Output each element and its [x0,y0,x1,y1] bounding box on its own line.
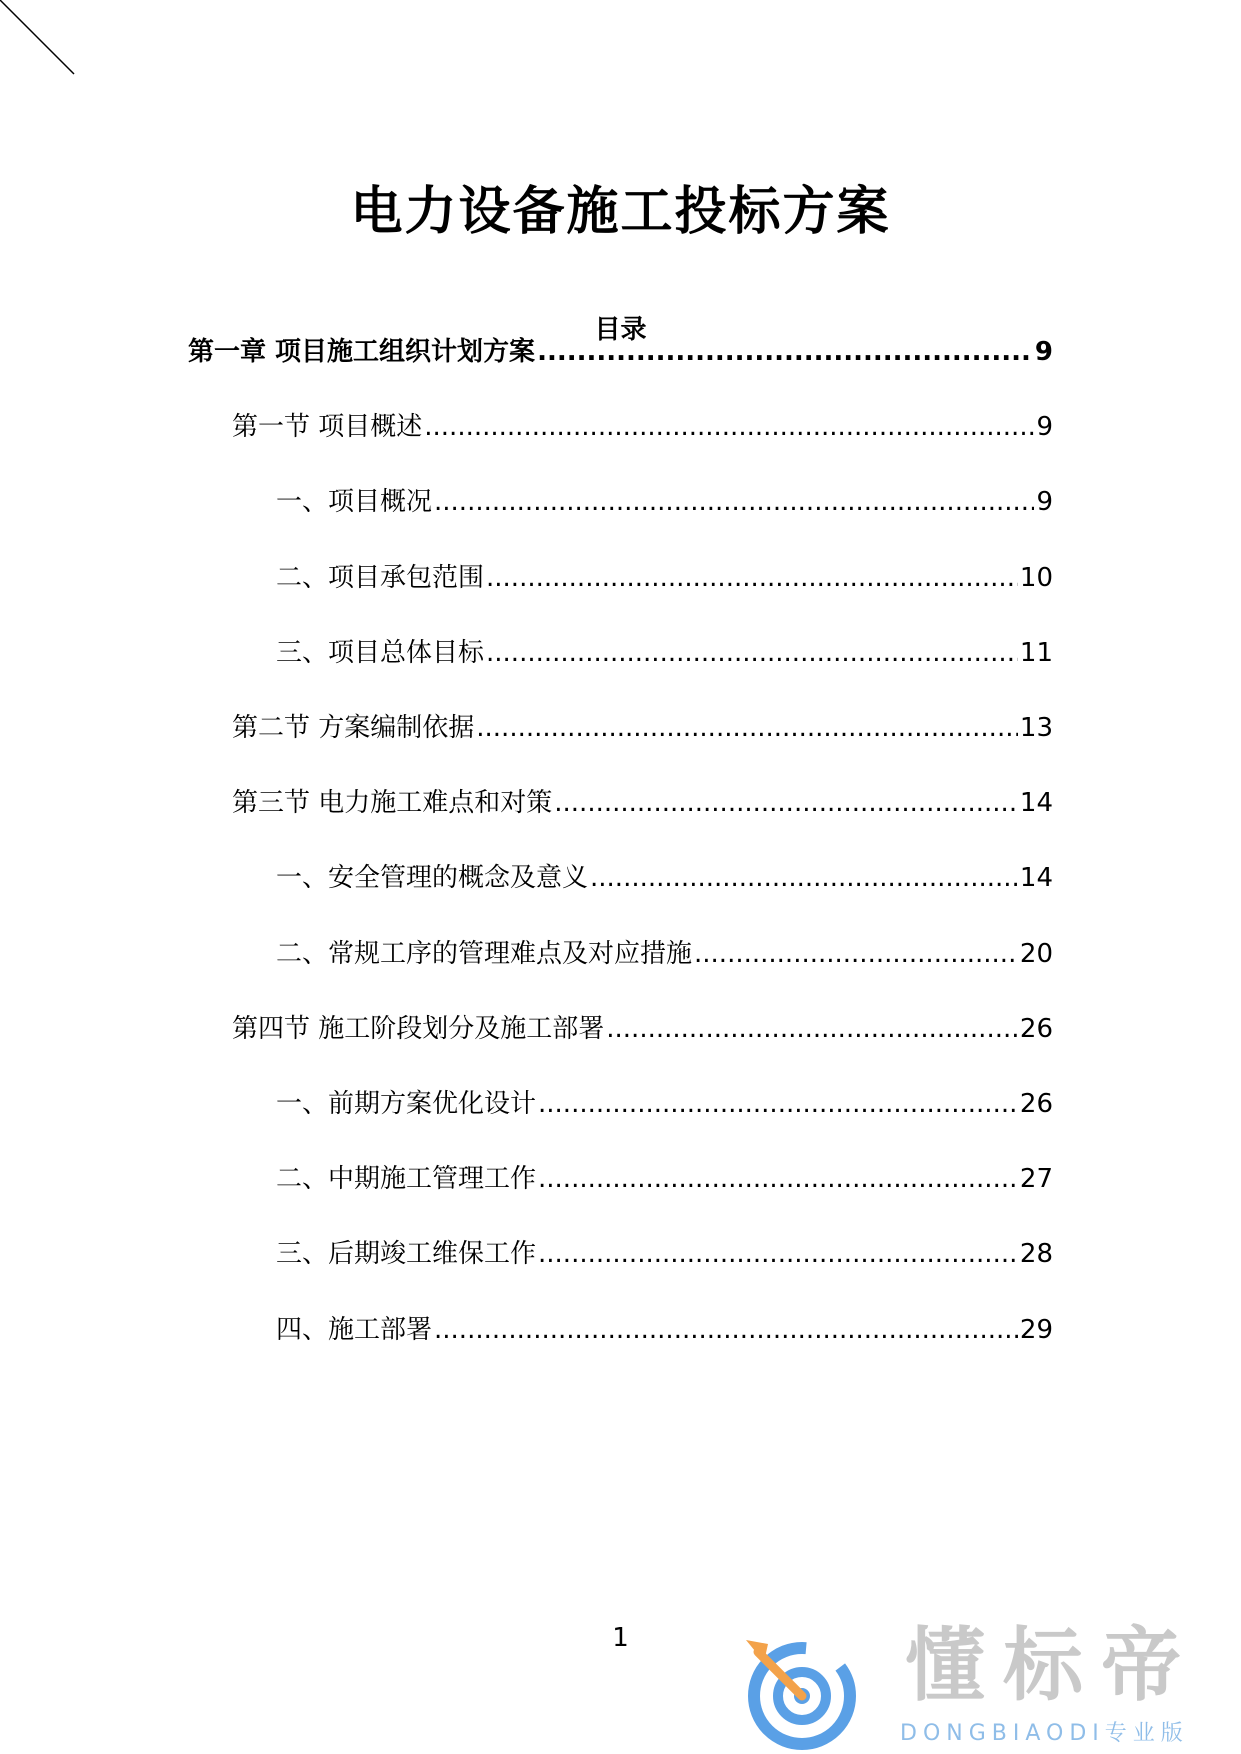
toc-dot-leader [538,1159,1018,1199]
target-arrow-icon [740,1600,894,1754]
toc-entry[interactable] [276,1084,1053,1124]
watermark-subtitle: DONGBIAODI专业版 [900,1721,1189,1746]
toc-entry[interactable] [188,332,1053,372]
toc-entry-page: 26 [1019,1014,1053,1044]
toc-entry-label: 三、后期竣工维保工作 [276,1239,537,1269]
toc-entry-page: 9 [1036,412,1053,442]
toc-entry[interactable] [276,934,1053,974]
watermark-brand-name: 懂标帝 [905,1619,1199,1712]
toc-dot-leader [538,1084,1018,1124]
toc-entry-page: 14 [1019,863,1053,893]
toc-dot-leader [538,1234,1018,1274]
toc-entry-label: 三、项目总体目标 [276,638,485,668]
toc-entry-page: 10 [1019,563,1053,593]
toc-dot-leader [694,934,1018,974]
toc-dot-leader [537,332,1033,372]
toc-entry-label: 第三节 电力施工难点和对策 [232,788,553,818]
toc-dot-leader [486,558,1018,598]
document-title: 电力设备施工投标方案 [350,182,891,242]
toc-entry[interactable] [232,407,1053,447]
toc-entry[interactable] [232,1009,1053,1049]
toc-entry-page: 11 [1019,638,1053,668]
toc-entry-label: 一、项目概况 [276,487,433,517]
toc-entry-label: 第一节 项目概述 [232,412,423,442]
toc-entry-page: 9 [1034,337,1053,367]
toc-entry-label: 二、项目承包范围 [276,563,485,593]
toc-dot-leader [434,1310,1018,1350]
toc-entry-label: 二、常规工序的管理难点及对应措施 [276,939,693,969]
toc-entry-page: 13 [1019,713,1053,743]
corner-mark [0,0,80,80]
toc-dot-leader [424,407,1034,447]
toc-entry-label: 二、中期施工管理工作 [276,1164,537,1194]
toc-entry[interactable] [232,783,1053,823]
toc-entry[interactable] [276,558,1053,598]
toc-entry[interactable] [276,858,1053,898]
toc-entry-page: 28 [1019,1239,1053,1269]
toc-entry-page: 20 [1019,939,1053,969]
page-number: 1 [612,1623,629,1653]
toc-entry-label: 第一章 项目施工组织计划方案 [188,337,536,367]
toc-entry-label: 第二节 方案编制依据 [232,713,475,743]
toc-entry-label: 第四节 施工阶段划分及施工部署 [232,1014,605,1044]
toc-entry-label: 一、安全管理的概念及意义 [276,863,589,893]
toc-entry-page: 14 [1019,788,1053,818]
toc-dot-leader [590,858,1018,898]
toc-entry-page: 27 [1019,1164,1053,1194]
toc-entry-page: 29 [1019,1315,1053,1345]
toc-entry-label: 一、前期方案优化设计 [276,1089,537,1119]
toc-entry[interactable] [232,708,1053,748]
toc-dot-leader [434,482,1034,522]
toc-dot-leader [554,783,1018,823]
toc-entry-page: 9 [1036,487,1053,517]
toc-entry-page: 26 [1019,1089,1053,1119]
toc-entry[interactable] [276,482,1053,522]
toc-entry[interactable] [276,1159,1053,1199]
toc-heading: 目录 [594,315,647,345]
toc-entry-label: 四、施工部署 [276,1315,433,1345]
toc-dot-leader [486,633,1018,673]
toc-entry[interactable] [276,1310,1053,1350]
watermark-logo [740,1600,1241,1754]
toc-entry[interactable] [276,633,1053,673]
toc-dot-leader [606,1009,1018,1049]
toc-entry[interactable] [276,1234,1053,1274]
toc-dot-leader [476,708,1018,748]
